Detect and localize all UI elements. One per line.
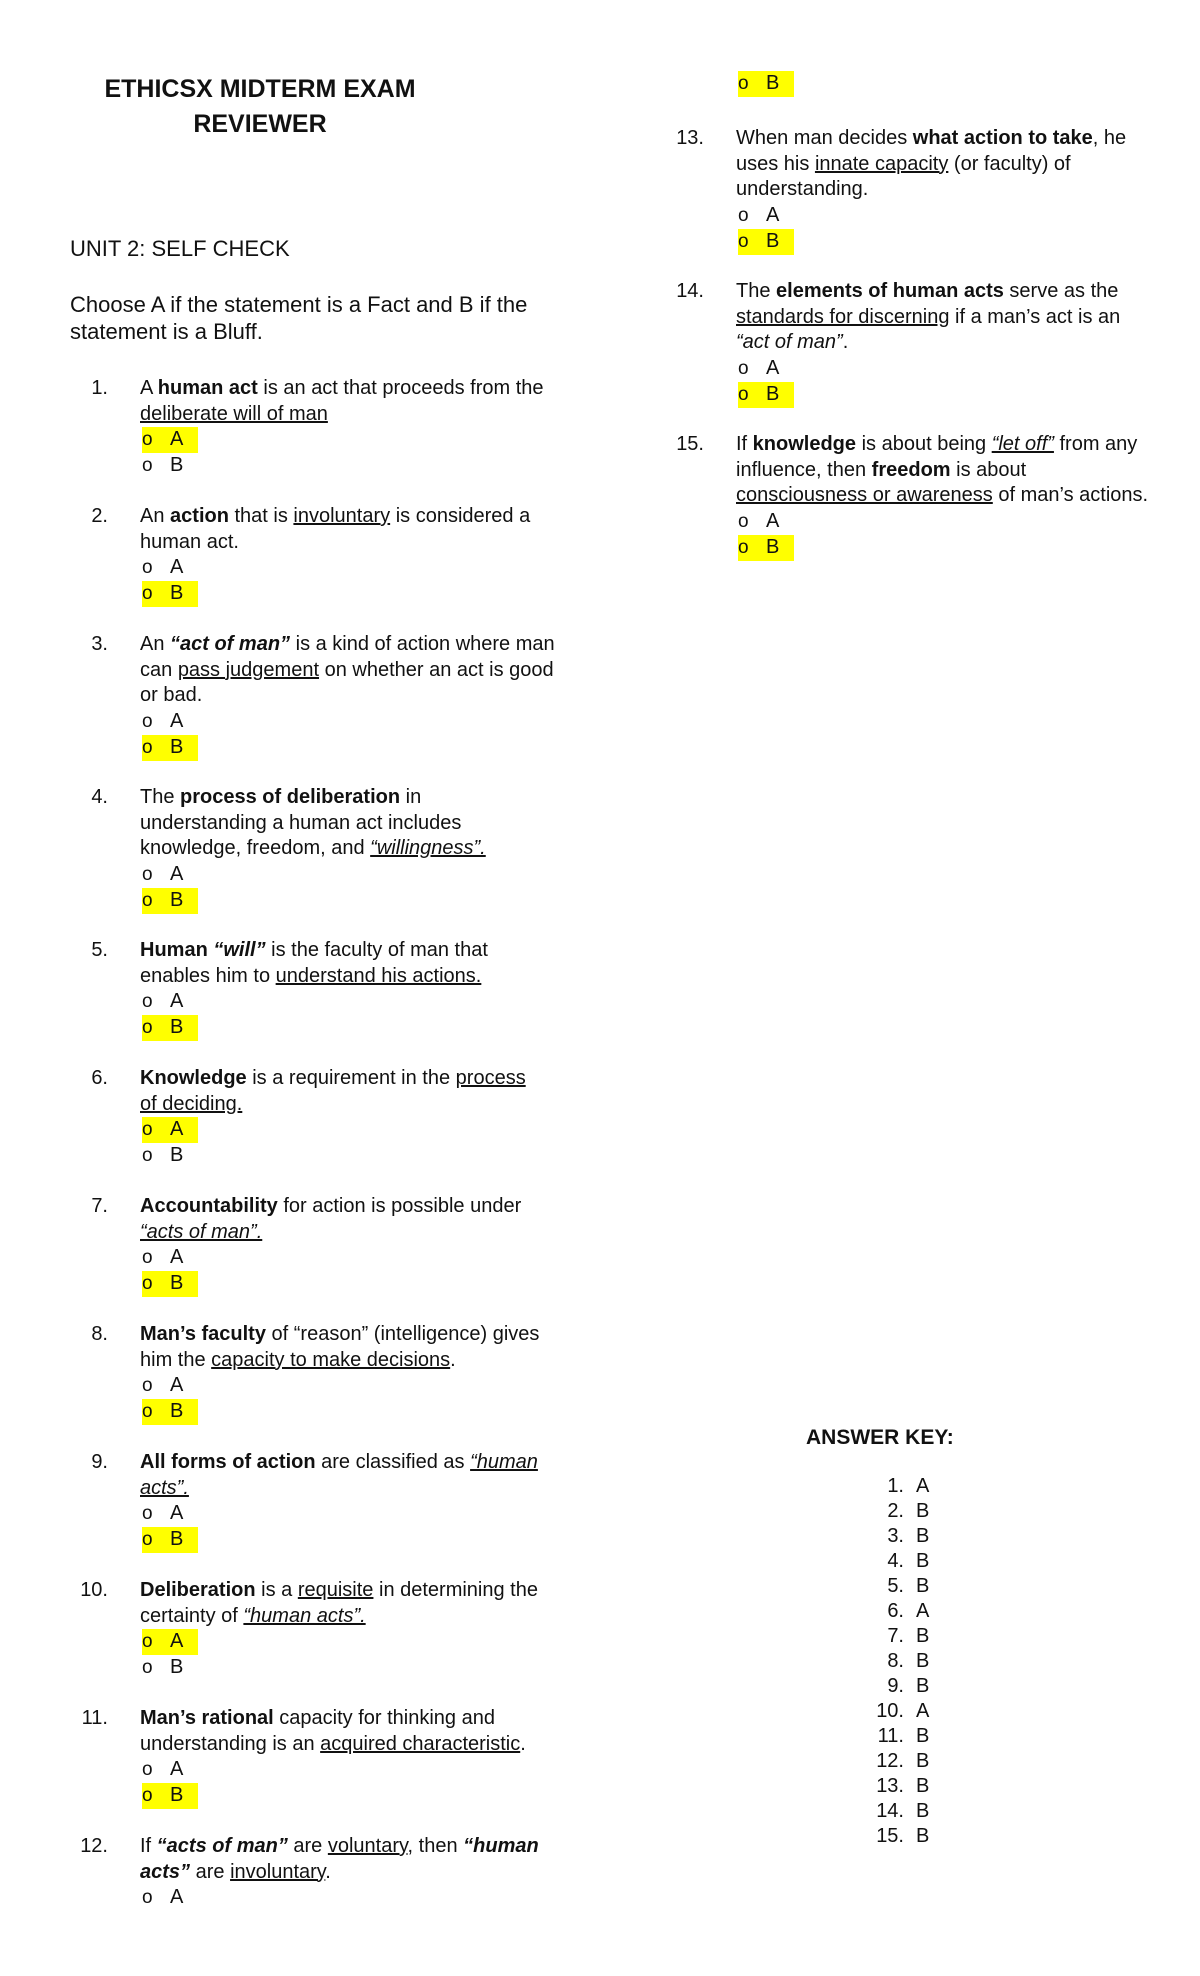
- option-bullet: o: [142, 557, 153, 579]
- option-letter: A: [766, 509, 780, 532]
- option-letter: A: [170, 990, 184, 1013]
- option-bullet: o: [142, 1631, 153, 1653]
- question-text-segment: , he uses his: [736, 127, 1127, 175]
- option-bullet: o: [142, 1503, 153, 1525]
- answer-key-letter: B: [916, 1525, 930, 1547]
- question-text-segment: serve as the: [1003, 280, 1119, 302]
- answer-key-item: [868, 1499, 929, 1524]
- answer-key-item: [868, 1649, 929, 1674]
- answer-key-number: 1.: [887, 1475, 904, 1497]
- unit-heading: UNIT 2: SELF CHECK: [70, 236, 290, 261]
- q2-option-a[interactable]: [142, 555, 560, 581]
- option-bullet: o: [738, 510, 749, 532]
- answer-key-number: 5.: [887, 1575, 904, 1597]
- question-text: [140, 376, 560, 427]
- q8-option-a[interactable]: [142, 1373, 560, 1399]
- question-text-segment: Human: [140, 939, 214, 961]
- answer-key-item: [868, 1699, 929, 1724]
- question-text-segment: involuntary: [230, 1860, 326, 1883]
- question-number: 10.: [80, 1579, 108, 1601]
- question-13: [666, 126, 1156, 255]
- question-text: [140, 1706, 560, 1757]
- q7-option-a[interactable]: [142, 1245, 540, 1271]
- answer-key-list: [868, 1474, 929, 1849]
- answer-key-number: 8.: [887, 1650, 904, 1672]
- question-text: [736, 432, 1156, 509]
- option-bullet: o: [142, 583, 153, 605]
- question-1: [70, 376, 560, 479]
- question-number: 6.: [91, 1067, 108, 1089]
- question-10: [70, 1578, 540, 1681]
- answer-key-item: [868, 1624, 929, 1649]
- answer-key-item: [868, 1574, 929, 1599]
- question-text: [140, 1194, 540, 1245]
- answer-key-item: [868, 1524, 929, 1549]
- answer-key-number: 14.: [876, 1800, 904, 1822]
- answer-key-item: [868, 1474, 929, 1499]
- question-text-segment: “human acts”.: [140, 1451, 538, 1499]
- question-text-segment: The: [736, 280, 777, 302]
- question-text-segment: Man’s rational: [140, 1707, 274, 1729]
- option-letter: B: [170, 1528, 184, 1551]
- answer-key-number: 13.: [876, 1775, 904, 1797]
- answer-key-letter: B: [916, 1625, 930, 1647]
- option-bullet: o: [142, 1657, 153, 1679]
- question-11: [70, 1706, 560, 1809]
- question-text-segment: in determining the certainty of: [140, 1579, 538, 1627]
- answer-key-item: [868, 1599, 929, 1624]
- option-letter: A: [170, 1502, 184, 1525]
- question-text-segment: action: [170, 505, 229, 527]
- question-text-segment: is considered a human act.: [140, 505, 531, 553]
- question-text-segment: innate capacity: [814, 152, 949, 175]
- question-text: [140, 504, 560, 555]
- answer-key-number: 4.: [887, 1550, 904, 1572]
- answer-key-number: 10.: [876, 1700, 904, 1722]
- question-text-segment: is about being: [856, 433, 992, 455]
- question-text-segment: knowledge: [752, 433, 857, 455]
- question-text-segment: “human acts”: [140, 1835, 539, 1883]
- option-letter: B: [766, 382, 780, 405]
- q9-option-b[interactable]: [142, 1527, 198, 1553]
- question-number: 2.: [91, 505, 108, 527]
- question-text-segment: All forms of action: [140, 1451, 316, 1473]
- option-bullet: o: [142, 1887, 153, 1909]
- question-4: [70, 785, 550, 914]
- question-6: [70, 1066, 540, 1169]
- question-text-segment: that is: [228, 505, 294, 527]
- question-text-segment: When man decides: [736, 127, 913, 149]
- question-text-segment: .: [325, 1860, 331, 1883]
- question-number: 4.: [91, 786, 108, 808]
- question-text: [140, 1066, 540, 1117]
- option-letter: B: [170, 888, 184, 911]
- option-letter: A: [170, 862, 184, 885]
- q13-option-b[interactable]: [738, 229, 794, 255]
- answer-key-letter: B: [916, 1725, 930, 1747]
- question-7: [70, 1194, 540, 1297]
- q5-option-b[interactable]: [142, 1015, 198, 1041]
- question-number: 8.: [91, 1323, 108, 1345]
- option-bullet: o: [142, 1017, 153, 1039]
- question-text-segment: capacity to make decisions: [211, 1348, 451, 1371]
- question-text-segment: An: [140, 633, 171, 655]
- title-line-1: ETHICSX MIDTERM EXAM: [104, 75, 416, 103]
- option-letter: A: [170, 1246, 184, 1269]
- question-text-segment: A: [140, 377, 158, 399]
- q7-option-b[interactable]: [142, 1271, 198, 1297]
- q4-option-b[interactable]: [142, 888, 198, 914]
- question-2: [70, 504, 560, 607]
- question-text-segment: from any influence, then: [736, 433, 1138, 481]
- answer-key-letter: B: [916, 1675, 930, 1697]
- option-bullet: o: [142, 863, 153, 885]
- q12-option-b[interactable]: [738, 71, 794, 97]
- option-bullet: o: [738, 383, 749, 405]
- option-letter: B: [766, 535, 780, 558]
- option-bullet: o: [142, 455, 153, 477]
- q11-option-a[interactable]: [142, 1757, 560, 1783]
- answer-key-letter: B: [916, 1775, 930, 1797]
- question-text-segment: .: [520, 1732, 526, 1755]
- question-text-segment: An: [140, 505, 171, 527]
- answer-key-item: [868, 1774, 929, 1799]
- answer-key-letter: B: [916, 1550, 930, 1572]
- q14-option-b[interactable]: [738, 382, 794, 408]
- question-text-segment: of “reason” (intelligence) gives him the: [140, 1323, 540, 1371]
- question-text-segment: “will”: [213, 939, 266, 961]
- answer-key-item: [868, 1674, 929, 1699]
- q1-option-a[interactable]: [142, 427, 198, 453]
- answer-key-letter: A: [916, 1600, 930, 1622]
- question-text-segment: (or faculty) of understanding.: [736, 152, 1071, 200]
- q14-option-a[interactable]: [738, 356, 1156, 382]
- option-bullet: o: [142, 1529, 153, 1551]
- answer-key-letter: A: [916, 1475, 930, 1497]
- option-bullet: o: [142, 1145, 153, 1167]
- title-line-2: REVIEWER: [193, 110, 327, 138]
- question-text-segment: capacity for thinking and understanding is an: [140, 1707, 495, 1755]
- q1-option-b[interactable]: [142, 453, 560, 479]
- question-text: [140, 1834, 540, 1885]
- question-text-segment: “acts of man”.: [140, 1220, 263, 1243]
- answer-key-letter: B: [916, 1650, 930, 1672]
- option-bullet: o: [142, 1785, 153, 1807]
- option-letter: B: [766, 72, 780, 95]
- question-number: 9.: [91, 1451, 108, 1473]
- answer-key-letter: B: [916, 1575, 930, 1597]
- question-text-segment: .: [450, 1348, 456, 1371]
- question-text-segment: “acts of man”: [156, 1835, 288, 1857]
- question-text-segment: involuntary: [293, 505, 391, 527]
- question-text-segment: Man’s faculty: [140, 1323, 266, 1345]
- option-letter: B: [170, 1272, 184, 1295]
- answer-key-number: 3.: [887, 1525, 904, 1547]
- option-letter: B: [170, 1016, 184, 1039]
- question-text-segment: in understanding a human act includes knowledge, freedom, and: [140, 786, 462, 859]
- option-letter: B: [170, 1784, 184, 1807]
- question-text-segment: is the faculty of man that enables him to: [140, 939, 488, 987]
- answer-key-letter: B: [916, 1825, 930, 1847]
- option-letter: B: [170, 735, 184, 758]
- answer-key-letter: B: [916, 1500, 930, 1522]
- question-text-segment: is an act that proceeds from the: [257, 377, 544, 399]
- question-text-segment: standards for discerning: [736, 305, 950, 328]
- answer-key-item: [868, 1824, 929, 1849]
- answer-key-number: 11.: [877, 1725, 904, 1747]
- answer-key-number: 6.: [887, 1600, 904, 1622]
- question-15: [666, 432, 1156, 561]
- question-text: [140, 938, 540, 989]
- q2-option-b[interactable]: [142, 581, 198, 607]
- answer-key-letter: A: [916, 1700, 930, 1722]
- answer-key-letter: B: [916, 1750, 930, 1772]
- answer-key-item: [868, 1724, 929, 1749]
- option-bullet: o: [738, 536, 749, 558]
- option-bullet: o: [142, 429, 153, 451]
- question-text-segment: The: [140, 786, 181, 808]
- option-bullet: o: [142, 710, 153, 732]
- q4-option-a[interactable]: [142, 862, 550, 888]
- question-text-segment: on whether an act is good or bad.: [140, 658, 554, 706]
- option-bullet: o: [142, 1401, 153, 1423]
- question-text: [140, 785, 550, 862]
- q11-option-b[interactable]: [142, 1783, 198, 1809]
- option-letter: A: [766, 203, 780, 226]
- question-text-segment: requisite: [297, 1579, 374, 1601]
- question-text-segment: elements of human acts: [776, 280, 1004, 302]
- option-bullet: o: [738, 357, 749, 379]
- answer-key-item: [868, 1549, 929, 1574]
- option-bullet: o: [142, 991, 153, 1013]
- q12-option-a[interactable]: [142, 1885, 540, 1911]
- q8-option-b[interactable]: [142, 1399, 198, 1425]
- question-text-segment: pass judgement: [177, 658, 320, 681]
- question-text-segment: freedom: [871, 458, 951, 481]
- answer-key-letter: B: [916, 1800, 930, 1822]
- question-text-segment: are: [190, 1860, 231, 1883]
- option-letter: B: [170, 1144, 184, 1167]
- question-text-segment: If: [140, 1835, 157, 1857]
- option-letter: B: [170, 1400, 184, 1423]
- question-number: 7.: [91, 1195, 108, 1217]
- question-number: 14.: [676, 280, 704, 302]
- question-text-segment: voluntary: [327, 1835, 408, 1857]
- option-bullet: o: [142, 1759, 153, 1781]
- question-number: 11.: [81, 1707, 108, 1729]
- question-text: [736, 126, 1156, 203]
- option-letter: B: [170, 454, 184, 477]
- option-letter: A: [170, 1886, 184, 1909]
- option-bullet: o: [738, 204, 749, 226]
- option-letter: A: [170, 1758, 184, 1781]
- question-text-segment: is a requirement in the: [246, 1067, 456, 1089]
- question-text: [736, 279, 1156, 356]
- answer-key-item: [868, 1749, 929, 1774]
- q15-option-b[interactable]: [738, 535, 794, 561]
- q13-option-a[interactable]: [738, 203, 1156, 229]
- question-text-segment: is about: [950, 458, 1027, 481]
- answer-key-number: 12.: [876, 1750, 904, 1772]
- option-letter: A: [170, 1118, 184, 1141]
- option-bullet: o: [142, 1247, 153, 1269]
- question-text-segment: , then: [407, 1835, 464, 1857]
- question-14: [666, 279, 1156, 408]
- question-text: [140, 1578, 540, 1629]
- question-text-segment: “act of man”: [170, 633, 291, 655]
- page-title: [70, 72, 450, 142]
- question-text-segment: understand his actions.: [275, 964, 482, 987]
- option-letter: A: [170, 556, 184, 579]
- option-bullet: o: [142, 1273, 153, 1295]
- question-text-segment: process of deliberation: [180, 786, 401, 808]
- answer-key-number: 9.: [887, 1675, 904, 1697]
- q6-option-b[interactable]: [142, 1143, 540, 1169]
- question-text-segment: acquired characteristic: [320, 1732, 521, 1755]
- q10-option-a[interactable]: [142, 1629, 198, 1655]
- question-text-segment: for action is possible under: [277, 1195, 522, 1217]
- option-letter: A: [766, 356, 780, 379]
- option-bullet: o: [142, 1119, 153, 1141]
- question-text: [140, 632, 560, 709]
- question-text-segment: human act: [157, 377, 258, 399]
- question-text-segment: is a: [255, 1579, 298, 1601]
- question-8: [70, 1322, 560, 1425]
- option-letter: B: [766, 229, 780, 252]
- option-bullet: o: [142, 889, 153, 911]
- question-text-segment: Deliberation: [140, 1579, 256, 1601]
- option-bullet: o: [142, 1375, 153, 1397]
- answer-key-item: [868, 1799, 929, 1824]
- option-letter: A: [170, 1630, 184, 1653]
- option-bullet: o: [738, 230, 749, 252]
- answer-key-number: 7.: [887, 1625, 904, 1647]
- question-number: 15.: [676, 433, 704, 455]
- q15-option-a[interactable]: [738, 509, 1156, 535]
- option-letter: A: [170, 428, 184, 451]
- question-text-segment: are classified as: [315, 1451, 471, 1473]
- question-text: [140, 1450, 540, 1501]
- q9-option-a[interactable]: [142, 1501, 540, 1527]
- question-text-segment: if a man’s act is an: [949, 305, 1121, 328]
- question-3: [70, 632, 560, 761]
- question-text-segment: process of deciding.: [140, 1067, 526, 1115]
- instructions: Choose A if the statement is a Fact and B if the statement is a Bluff.: [70, 292, 528, 344]
- answer-key-number: 2.: [887, 1500, 904, 1522]
- option-letter: A: [170, 1374, 184, 1397]
- question-text-segment: are: [287, 1835, 328, 1857]
- question-text-segment: of man’s actions.: [992, 484, 1149, 506]
- question-number: 13.: [676, 127, 704, 149]
- question-number: 12.: [80, 1835, 108, 1857]
- q6-option-a[interactable]: [142, 1117, 198, 1143]
- question-text-segment: “act of man”: [736, 331, 843, 353]
- question-text-segment: If: [736, 433, 753, 455]
- option-letter: B: [170, 582, 184, 605]
- question-number: 3.: [91, 633, 108, 655]
- q3-option-a[interactable]: [142, 709, 560, 735]
- question-text-segment: “human acts”.: [243, 1604, 366, 1627]
- question-12: [70, 1834, 540, 1911]
- question-text-segment: “let off”: [991, 433, 1054, 455]
- question-text-segment: what action to take: [912, 127, 1093, 149]
- question-text-segment: “willingness”.: [370, 837, 486, 859]
- option-letter: B: [170, 1656, 184, 1679]
- question-text-segment: consciousness or awareness: [736, 484, 993, 506]
- question-text-segment: Knowledge: [140, 1067, 247, 1089]
- question-5: [70, 938, 540, 1041]
- question-text-segment: is a kind of action where man can: [140, 633, 555, 681]
- answer-key-title: ANSWER KEY:: [806, 1426, 954, 1449]
- q5-option-a[interactable]: [142, 989, 540, 1015]
- q3-option-b[interactable]: [142, 735, 198, 761]
- answer-key-number: 15.: [876, 1825, 904, 1847]
- question-text-segment: deliberate will of man: [140, 402, 328, 425]
- option-letter: A: [170, 709, 184, 732]
- question-number: 1.: [91, 377, 108, 399]
- question-9: [70, 1450, 540, 1553]
- option-bullet: o: [738, 73, 749, 95]
- option-bullet: o: [142, 736, 153, 758]
- question-number: 5.: [91, 939, 108, 961]
- question-text-segment: Accountability: [140, 1195, 278, 1217]
- question-text-segment: .: [842, 331, 849, 353]
- q10-option-b[interactable]: [142, 1655, 540, 1681]
- question-text: [140, 1322, 560, 1373]
